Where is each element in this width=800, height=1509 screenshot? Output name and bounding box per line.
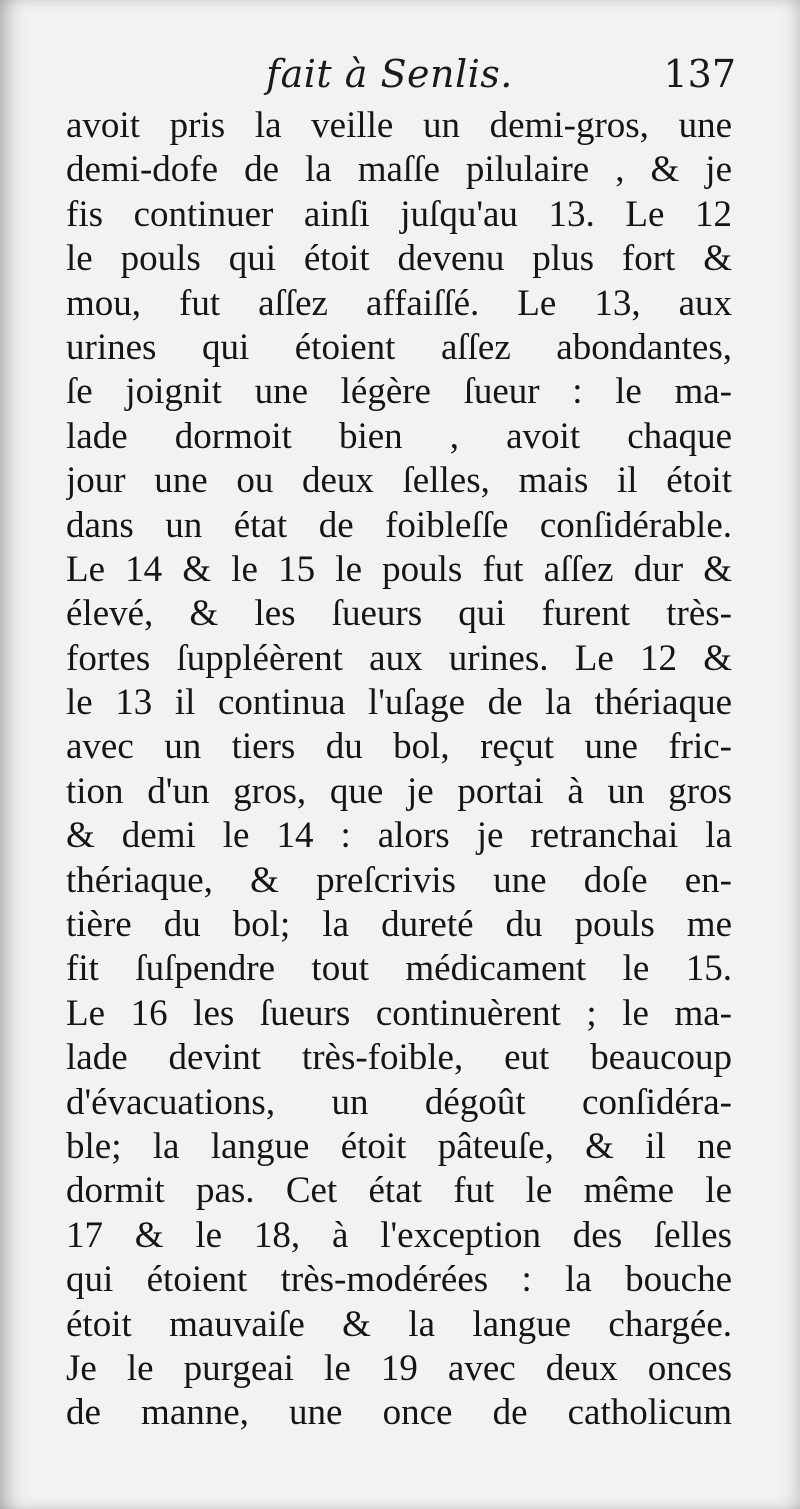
text-line: étoit mauvaiſe & la langue chargée. [66, 1303, 732, 1345]
text-line: urines qui étoient aſſez abondantes, [66, 326, 732, 368]
text-line: ble; la langue étoit pâteuſe, & il ne [66, 1125, 732, 1167]
text-line: demi-dofe de la maſſe pilulaire , & je [66, 149, 732, 191]
page-header [66, 52, 736, 108]
text-line: 17 & le 18, à l'exception des ſelles [66, 1214, 732, 1256]
text-line: fortes ſuppléèrent aux urines. Le 12 & [66, 637, 732, 679]
text-line: le 13 il continua l'uſage de la thériaque [66, 682, 732, 724]
text-line: qui étoient très-modérées : la bouche [66, 1259, 732, 1301]
text-line: fis continuer ainſi juſqu'au 13. Le 12 [66, 193, 732, 235]
text-line: le pouls qui étoit devenu plus fort & [66, 238, 732, 280]
text-line: tion d'un gros, que je portai à un gros [66, 770, 732, 812]
body-text [66, 104, 732, 1436]
text-line: fit ſuſpendre tout médicament le 15. [66, 948, 732, 990]
page-number: 137 [663, 52, 736, 96]
text-line: dans un état de foibleſſe conſidérable. [66, 504, 732, 546]
text-line: avoit pris la veille un demi-gros, une [66, 105, 732, 146]
text-line: avec un tiers du bol, reçut une fric- [66, 726, 732, 768]
text-line: d'évacuations, un dégoût conſidéra- [66, 1081, 732, 1123]
text-line: Le 14 & le 15 le pouls fut aſſez dur & [66, 548, 732, 590]
text-line: dormit pas. Cet état fut le même le [66, 1170, 732, 1212]
text-line: ſe joignit une légère ſueur : le ma- [66, 371, 732, 413]
text-line: Je le purgeai le 19 avec deux onces [66, 1347, 732, 1389]
text-line: tière du bol; la dureté du pouls me [66, 904, 732, 946]
text-line: & demi le 14 : alors je retranchai la [66, 815, 732, 857]
text-line: thériaque, & preſcrivis une doſe en- [66, 859, 732, 901]
text-line: lade dormoit bien , avoit chaque [66, 415, 732, 457]
text-line: mou, fut aſſez affaiſſé. Le 13, aux [66, 282, 732, 324]
text-line: Le 16 les ſueurs continuèrent ; le ma- [66, 992, 732, 1034]
text-line: jour une ou deux ſelles, mais il étoit [66, 460, 732, 502]
text-line: élevé, & les ſueurs qui furent très- [66, 593, 732, 635]
text-line: de manne, une once de catholicum [66, 1392, 732, 1434]
running-title: fait à Senlis. [266, 52, 513, 96]
text-line: lade devint très-foible, eut beaucoup [66, 1037, 732, 1079]
